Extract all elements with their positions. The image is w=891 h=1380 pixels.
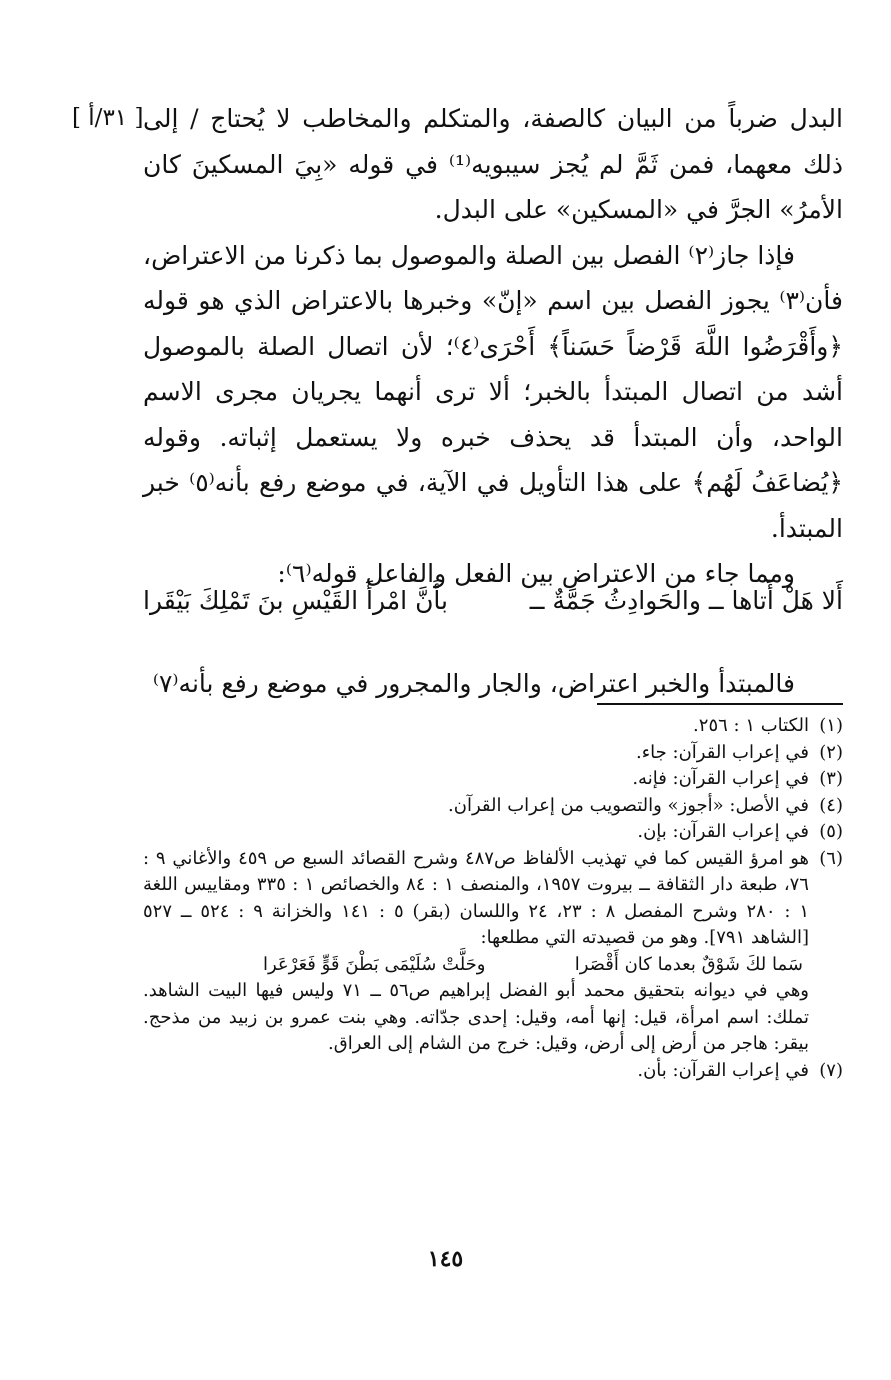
footnote-6 [143, 846, 843, 1058]
poetry-verse [143, 578, 843, 623]
footnote-number: (٦) [819, 847, 843, 869]
footnote-verse-first: سَما لكَ شَوْقٌ بعدما كان أَقْصَرا [574, 953, 803, 975]
footnote-number: (٣) [819, 768, 843, 789]
footnote-verse-second: وحَلَّتْ سُلَيْمَى بَطْنَ قَوٍّ فَعَرْعَرا [263, 953, 486, 975]
verse-second-hemistich: بأَنَّ امْرأَ القَيْسِ بنَ تَمْلِكَ بَيْقَرا [143, 586, 449, 615]
page-number: ١٤٥ [427, 1246, 464, 1272]
footnote-1 [143, 713, 843, 740]
main-text [143, 96, 843, 597]
footnote-4 [143, 793, 843, 820]
footnote-number: (٧) [819, 1059, 843, 1081]
footnote-number: (٥) [819, 821, 843, 842]
footnote-text: في إعراب القرآن: بإن. [637, 821, 809, 842]
footnote-body [143, 846, 809, 1058]
footnotes [143, 713, 843, 1084]
folio-marker: [ ٣١/أ ] [72, 105, 144, 131]
footnote-text: هو امرؤ القيس كما في تهذيب الألفاظ ص٤٨٧ وشرح القصائد السبع ص ٤٥٩ والأغاني ٩ : ٧٦، طبعة دار الثقافة ــ بيروت ١٩٥٧، والمنصف ١ : ٨٤ والخصائص ١ : ٣٣٥ ومقاييس اللغة ١ : ٢٨٠ وشرح المفصل ٨ : ٢٣، ٢٤ واللسان (بقر) ٥ : ١٤١ والخزانة ٩ : ٥٢٤ ــ ٥٢٧ [الشاهد ٧٩١]. وهو من قصيدته التي مطلعها: [143, 847, 810, 948]
footnote-2 [143, 740, 843, 767]
footnote-text-continued: وهي في ديوانه بتحقيق محمد أبو الفضل إبراهيم ص٥٦ ــ ٧١ وليس فيها البيت الشاهد. تملك: اسم امرأة، قيل: إنها أمه، وقيل: إحدى جدّاته. وهي بنت عمرو بن زبيد من مذحج. بيقر: هاجر من أرض إلى أرض، وقيل: خرج من الشام إلى العراق. [143, 980, 809, 1054]
footnote-number: (٤) [819, 794, 843, 816]
footnote-number: (١) [819, 715, 843, 736]
footnote-text: في إعراب القرآن: فإنه. [632, 768, 809, 789]
footnote-divider [597, 703, 843, 705]
verse-first-hemistich: أَلا هَلْ أَتاها ــ والحَوادِثُ جَمَّةٌ ــ [529, 586, 843, 615]
footnote-verse [143, 952, 809, 979]
paragraph-1: البدل ضرباً من البيان كالصفة، والمتكلم والمخاطب لا يُحتاج / إلى ذلك معهما، فمن ثَمَّ لم يُجز سيبويه⁽¹⁾ في قوله «بِيَ المسكينَ كان الأمرُ» الجرَّ في «المسكين» على البدل. [143, 104, 844, 224]
footnote-text: في إعراب القرآن: بأن. [637, 1059, 809, 1081]
footnote-number: (٢) [819, 741, 843, 763]
footnote-text: في الأصل: «أجوز» والتصويب من إعراب القرآن. [448, 794, 809, 816]
footnote-7 [143, 1058, 843, 1085]
footnote-3 [143, 766, 843, 793]
paragraph-3: ومما جاء من الاعتراض بين الفعل والفاعل قوله⁽٦⁾: [277, 559, 795, 588]
paragraph-4: فالمبتدأ والخبر اعتراض، والجار والمجرور في موضع رفع بأنه⁽٧⁾ [152, 669, 795, 698]
footnote-text: الكتاب ١ : ٢٥٦. [693, 715, 809, 736]
footnote-text: في إعراب القرآن: جاء. [636, 741, 809, 763]
footnote-5 [143, 819, 843, 846]
paragraph-2: فإذا جاز⁽٢⁾ الفصل بين الصلة والموصول بما ذكرنا من الاعتراض، فأن⁽٣⁾ يجوز الفصل بين اسم «إنّ» وخبرها بالاعتراض الذي هو قوله ﴿وأَقْرَضُوا اللَّهَ قَرْضاً حَسَناً﴾ أَحْرَى⁽٤⁾؛ لأن اتصال الصلة بالموصول أشد من اتصال المبتدأ بالخبر؛ ألا ترى أنهما يجريان مجرى الاسم الواحد، وأن المبتدأ قد يحذف خبره ولا يستعمل إثباته. وقوله ﴿يُضاعَفُ لَهُم﴾ على هذا التأويل في الآية، في موضع رفع بأنه⁽٥⁾ خبر المبتدأ. [143, 240, 843, 543]
